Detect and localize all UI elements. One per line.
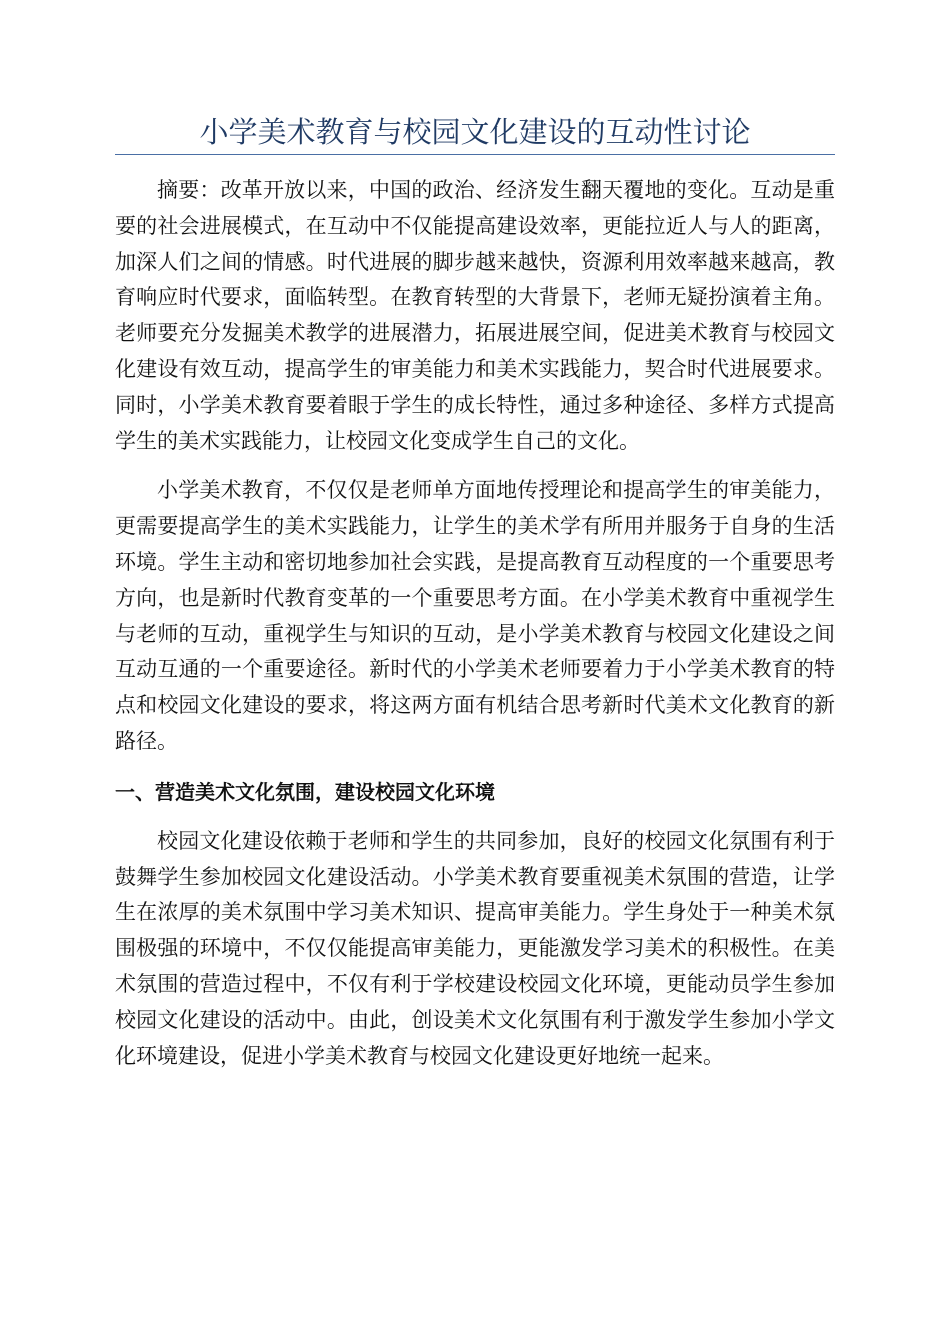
- title-underline: [115, 154, 835, 155]
- paragraph-spacer: [115, 760, 835, 774]
- abstract-paragraph: 摘要：改革开放以来，中国的政治、经济发生翻天覆地的变化。互动是重要的社会进展模式，在互动中不仅能提高建设效率，更能拉近人与人的距离，加深人们之间的情感。时代进展的脚步越来越快，资源利用效率越来越高，教育响应时代要求，面临转型。在教育转型的大背景下，老师无疑扮演着主角。老师要充分发掘美术教学的进展潜力，拓展进展空间，促进美术教育与校园文化建设有效互动，提高学生的审美能力和美术实践能力，契合时代进展要求。同时，小学美术教育要着眼于学生的成长特性，通过多种途径、多样方式提高学生的美术实践能力，让校园文化变成学生自己的文化。: [115, 178, 835, 453]
- paragraph-spacer: [115, 459, 835, 473]
- paragraph-spacer: [115, 810, 835, 824]
- document-title: 小学美术教育与校园文化建设的互动性讨论: [199, 115, 751, 149]
- intro-paragraph: 小学美术教育，不仅仅是老师单方面地传授理论和提高学生的审美能力，更需要提高学生的美术实践能力，让学生的美术学有所用并服务于自身的生活环境。学生主动和密切地参加社会实践，是提高教育互动程度的一个重要思考方向，也是新时代教育变革的一个重要思考方面。在小学美术教育中重视学生与老师的互动，重视学生与知识的互动，是小学美术教育与校园文化建设之间互动互通的一个重要途径。新时代的小学美术老师要着力于小学美术教育的特点和校园文化建设的要求，将这两方面有机结合思考新时代美术文化教育的新路径。: [115, 478, 835, 753]
- section-1-heading: 一、营造美术文化氛围，建设校园文化环境: [115, 779, 495, 804]
- section-1-paragraph: 校园文化建设依赖于老师和学生的共同参加，良好的校园文化氛围有利于鼓舞学生参加校园文化建设活动。小学美术教育要重视美术氛围的营造，让学生在浓厚的美术氛围中学习美术知识、提高审美能力。学生身处于一种美术氛围极强的环境中，不仅仅能提高审美能力，更能激发学习美术的积极性。在美术氛围的营造过程中，不仅有利于学校建设校园文化环境，更能动员学生参加校园文化建设的活动中。由此，创设美术文化氛围有利于激发学生参加小学文化环境建设，促进小学美术教育与校园文化建设更好地统一起来。: [115, 828, 835, 1068]
- document-body: [115, 173, 835, 1074]
